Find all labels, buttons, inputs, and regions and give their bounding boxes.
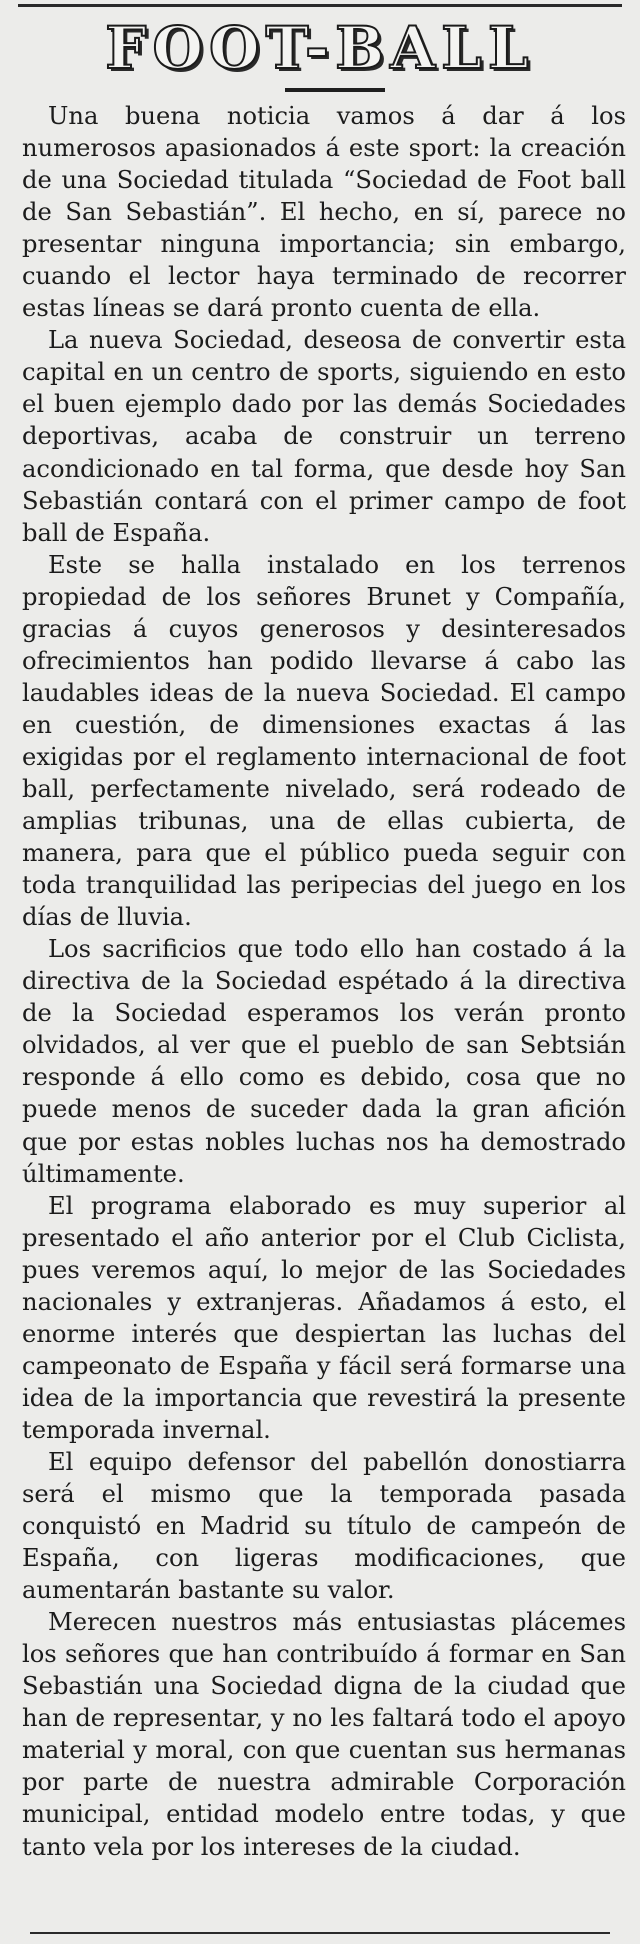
bottom-rule (30, 1932, 610, 1934)
paragraph: El equipo defensor del pabellón donostiarra será el mismo que la temporada pasada conquistó en Madrid su título de campeón de España, con ligeras modificaciones, que aumentarán bastante su valor. (22, 1447, 626, 1605)
paragraph: Los sacrificios que todo ello han costado á la directiva de la Sociedad espétado á la directiva de la Sociedad esperamos los verán pronto olvidados, al ver que el pueblo de san Sebtsián responde á ello como es debido, cosa que no puede menos de suceder dada la gran afición que por estas nobles luchas nos ha demostrado últimamente. (22, 935, 626, 1188)
paragraph: Una buena noticia vamos á dar á los numerosos apasionados á este sport: la creación de una Sociedad titulada “Sociedad de Foot ball de San Sebastián”. El hecho, en sí, parece no presentar ninguna importancia; sin embargo, cuando el lector haya terminado de recorrer estas líneas se dará pronto cuenta de ella. (22, 102, 626, 323)
article-body (22, 100, 626, 1863)
top-rule (18, 4, 622, 7)
headline-underline (285, 88, 385, 92)
headline: FOOT-BALL (105, 14, 535, 82)
paragraph: El programa elaborado es muy superior al presentado el año anterior por el Club Ciclista, pues veremos aquí, lo mejor de las Sociedades nacionales y extranjeras. Añadamos á esto, el enorme interés que despiertan las luchas del campeonato de España y fácil será formarse una idea de la importancia que revestirá la presente temporada invernal. (22, 1191, 626, 1444)
paragraph: La nueva Sociedad, deseosa de convertir esta capital en un centro de sports, siguiendo en esto el buen ejemplo dado por las demás Sociedades deportivas, acaba de construir un terreno acondicionado en tal forma, que desde hoy San Sebastián contará con el primer campo de foot ball de España. (22, 326, 626, 547)
paragraph: Merecen nuestros más entusiastas plácemes los señores que han contribuído á formar en San Sebastián una Sociedad digna de la ciudad que han de representar, y no les faltará todo el apoyo material y moral, con que cuentan sus hermanas por parte de nuestra admirable Corporación municipal, entidad modelo entre todas, y que tanto vela por los intereses de la ciudad. (22, 1608, 626, 1861)
paragraph: Este se halla instalado en los terrenos propiedad de los señores Brunet y Compañía, gracias á cuyos generosos y desinteresados ofrecimientos han podido llevarse á cabo las laudables ideas de la nueva Sociedad. El campo en cuestión, de dimensiones exactas á las exigidas por el reglamento internacional de foot ball, perfectamente nivelado, será rodeado de amplias tribunas, una de ellas cubierta, de manera, para que el público pueda seguir con toda tranquilidad las peripecias del juego en los días de lluvia. (22, 550, 626, 932)
